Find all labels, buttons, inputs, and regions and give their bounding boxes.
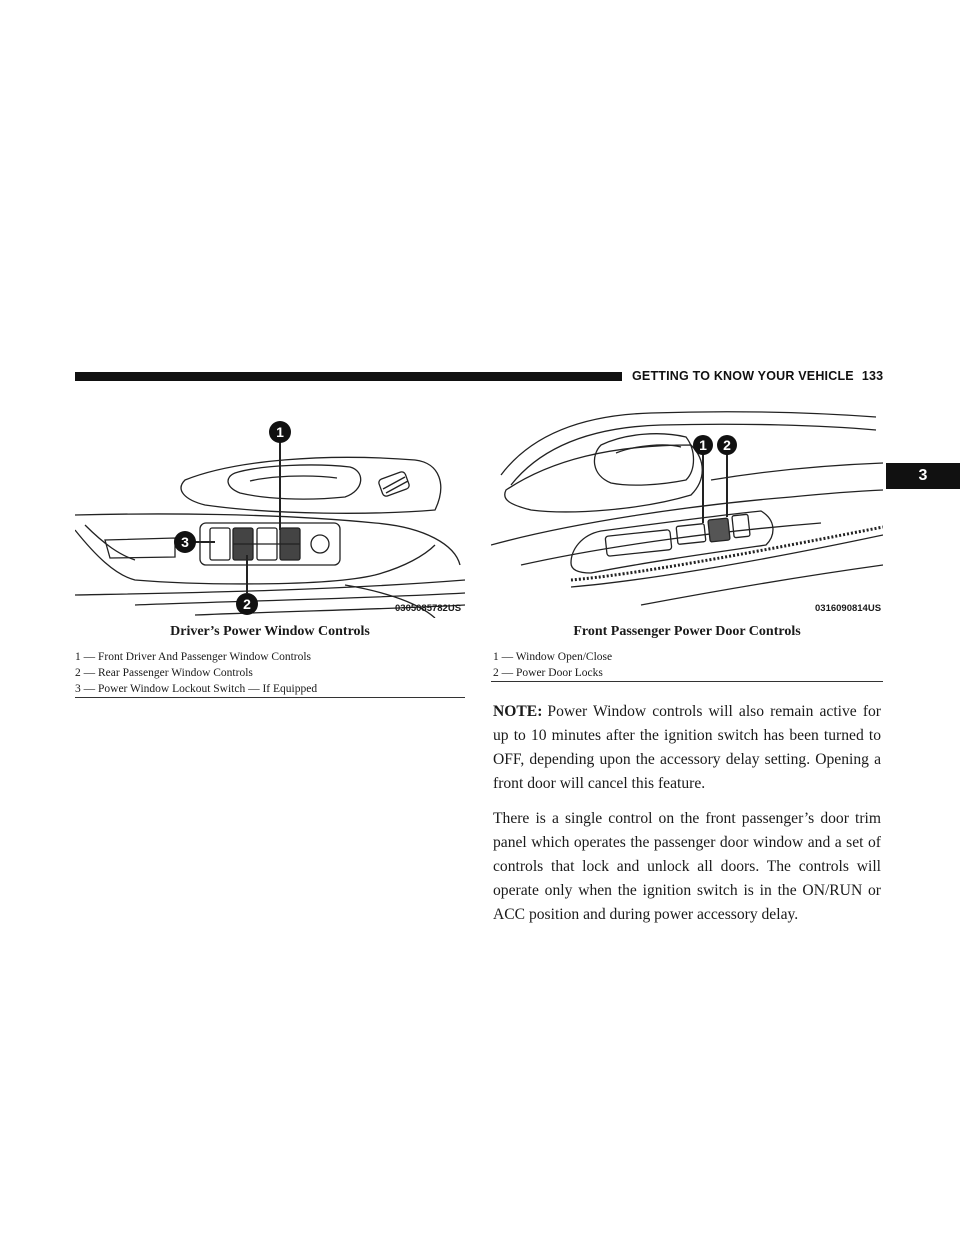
figure-code: 0316090814US <box>815 603 882 614</box>
callout-2-badge <box>236 593 258 615</box>
note-text: Power Window controls will also remain active for up to 10 minutes after the ignition switch has been turned to OFF, depending upon the accessory delay setting. Opening a front door will cancel this feature. <box>493 703 881 792</box>
driver-window-controls-illustration <box>75 405 465 618</box>
body-text <box>493 700 881 938</box>
driver-door-line-drawing <box>75 405 465 618</box>
chapter-tab: 3 <box>886 463 960 489</box>
callout-1-label: 1 <box>276 424 284 440</box>
callout-2-label: 2 <box>243 596 251 612</box>
callout-1-badge <box>269 421 291 443</box>
figure-legend <box>75 649 317 697</box>
callout-3-label: 3 <box>181 534 189 550</box>
legend-rule <box>75 697 465 698</box>
header-rule <box>75 372 622 381</box>
callout-1-label: 1 <box>699 437 707 453</box>
callout-2-label: 2 <box>723 437 731 453</box>
note-label: NOTE: <box>493 703 543 720</box>
callout-3-badge <box>174 531 196 553</box>
figure-legend <box>493 649 612 681</box>
figure-caption: Driver’s Power Window Controls <box>170 624 370 639</box>
callout-1-badge <box>693 435 713 455</box>
legend-item: 2 — Rear Passenger Window Controls <box>75 667 253 679</box>
passenger-door-line-drawing <box>491 405 883 618</box>
legend-item: 2 — Power Door Locks <box>493 667 603 679</box>
callout-2-badge <box>717 435 737 455</box>
figure-code: 0305085782US <box>395 603 462 614</box>
page-number: 133 <box>861 369 884 383</box>
body-paragraph: There is a single control on the front passenger’s door trim panel which operates the passenger door window and a set of controls that lock and unlock all doors. The controls will operate only when the ignition switch is in the ON/RUN or ACC position and during power accessory delay. <box>493 810 881 923</box>
legend-item: 3 — Power Window Lockout Switch — If Equipped <box>75 683 318 695</box>
passenger-door-controls-illustration <box>491 405 883 618</box>
legend-item: 1 — Window Open/Close <box>493 651 613 663</box>
header-title: GETTING TO KNOW YOUR VEHICLE <box>632 369 854 383</box>
running-header <box>632 369 883 383</box>
legend-item: 1 — Front Driver And Passenger Window Controls <box>75 651 312 663</box>
note-paragraph <box>493 700 881 796</box>
figure-caption: Front Passenger Power Door Controls <box>573 624 801 639</box>
legend-rule <box>491 681 883 682</box>
